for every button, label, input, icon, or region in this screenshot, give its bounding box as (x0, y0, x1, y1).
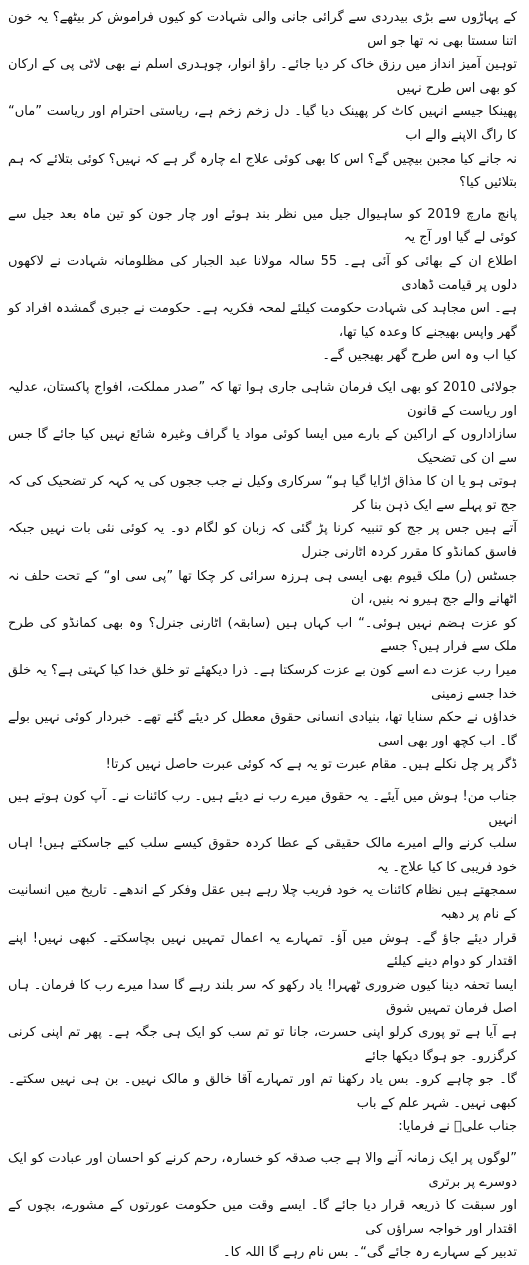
paragraph-2: پانچ مارچ 2019 کو ساہیوال جیل میں نظر بند ہوئے اور چار جون کو تین ماہ بعد جیل سے کوئی لے گیا اور آج یہ اطلاع ان کے بھائی کو آئی ہے۔ 55 سالہ مولانا عبد الجبار کی مظلومانہ شہادت نے لاکھوں دلوں پر قیامت ڈھادی ہے۔ اس مجاہد کی شہادت حکومت کیلئے لمحہ فکریہ ہے۔ حکومت نے جبری گمشدہ افراد کو گھر واپس بھیجنے کا وعدہ کیا تھا، کیا اب وہ اس طرح گھر بھیجیں گے۔ (8, 206, 517, 364)
paragraph-1: کے پہاڑوں سے بڑی بیدردی سے گرائی جانی والی شہادت کو کیوں فراموش کر بیٹھے؟ یہ خون اتنا سستا بھی نہ تھا جو اس توہین آمیز انداز میں رزق خاک کر دیا جائے۔ راؤ انوار، چوہدری اسلم نے بھی لاٹی پی کے ارکان کو بھی اس طرح نہیں پھینکا جیسے انہیں کاٹ کر پھینک دیا گیا۔ دل زخم زخم ہے، ریاستی احترام اور ریاست ”ماں“ کا راگ الاپنے والے اب نہ جانے کیا مجبن بیچیں گے؟ اس کا بھی کوئی علاج اے چارہ گر ہے کہ نہیں؟ کوئی بتلائے کہ ہم بتلائیں کیا؟ (8, 10, 517, 191)
paragraph-spacer (8, 1139, 517, 1147)
paragraph-4: جناب من! ہوش میں آیئے۔ یہ حقوق میرے رب نے دیئے ہیں۔ رب کائنات نے۔ آپ کون ہوتے ہیں انہیں سلب کرنے والے امیرے مالک حقیقی کے عطا کردہ حقوق کیسے سلب کیے جاسکتے ہیں! اہاں خود فریبی کا کیا علاج۔ یہ سمجھتے ہیں نظام کائنات یہ خود فریب چلا رہے ہیں عقل وفکر کے اندھے۔ تاریخ میں انسانیت کے نام پر دھبہ قرار دیئے جاؤ گے۔ ہوش میں آؤ۔ تمہارے یہ اعمال تمہیں نہیں بچاسکتے۔ کبھی نہیں! اپنے اقتدار کو دوام دینے کیلئے ایسا تحفہ دینا کیوں ضروری ٹھہرا! یاد رکھو کہ سر بلند رہے گا سدا میرے رب کا فرمان۔ ہاں اصل فرمان تمہیں شوق ہے آیا ہے تو پوری کرلو اپنی حسرت، جانا تو تم سب کو ایک ہی جگہ ہے۔ پھر تم اپنی کرنی کرگزرو۔ جو ہوگا دیکھا جائے گا۔ جو چاہے کرو۔ بس یاد رکھنا تم اور تمہارے آقا خالق و مالک نہیں۔ بن ہی نہیں سکتے۔ کبھی نہیں۔ شہر علم کے باب جناب علیؓ نے فرمایا: (8, 789, 517, 1135)
paragraph-3: جولائی 2010 کو بھی ایک فرمان شاہی جاری ہوا تھا کہ ”صدر مملکت، افواج پاکستان، عدلیہ اور ریاست کے قانون سازاداروں کے اراکین کے بارے میں ایسا کوئی مواد یا گراف وغیرہ شائع نہیں کیا جائے گا جس سے ان کی تضحیک ہوتی ہو یا ان کا مذاق اڑایا گیا ہو“ سرکاری وکیل نے جب ججوں کی یہ کہہ کر تضحیک کی کہ جج تو پہلے سے ایک ذہن بنا کر آتے ہیں جس پر جج کو تنبیہ کرنا پڑ گئی کہ زبان کو لگام دو۔ یہ کوئی نئی بات نہیں جبکہ فاسق کمانڈو کا مقرر کردہ اٹارنی جنرل جسٹس (ر) ملک قیوم بھی ایسی ہی ہرزہ سرائی کر چکا تھا ”پی سی او“ کے تحت حلف نہ اٹھانے والے جج ہیرو نہ بنیں، ان کو عزت ہضم نہیں ہوئی۔“ اب کہاں ہیں (سابقہ) اٹارنی جنرل؟ وہ بھی کمانڈو کی طرح ملک سے فرار ہیں؟ جسے میرا رب عزت دے اسے کون بے عزت کرسکتا ہے۔ ذرا دیکھئے تو خلق خدا کیا کہتی ہے؟ یہ خلق خدا جسے زمینی خداؤں نے حکم سنایا تھا، بنیادی انسانی حقوق معطل کر دیئے گئے تھے۔ خبردار کوئی نہیں بولے گا۔ اب کچھ اور بھی اسی ڈگر پر چل نکلے ہیں۔ مقام عبرت تو یہ ہے کہ کوئی عبرت حاصل نہیں کرتا! (8, 379, 517, 773)
paragraph-spacer (8, 195, 517, 203)
paragraph-spacer (8, 777, 517, 785)
paragraph-5-quote: ”لوگوں پر ایک زمانہ آنے والا ہے جب صدقہ کو خسارہ، رحم کرنے کو احسان اور عبادت کو ایک دوسرے پر برتری اور سبقت کا ذریعہ قرار دیا جائے گا۔ ایسے وقت میں حکومت عورتوں کے مشورے، بچوں کے اقتدار اور خواجہ سراؤں کی تدبیر کے سہارے رہ جائے گی“۔ بس نام رہے گا اللہ کا۔ (8, 1150, 517, 1261)
paragraph-spacer (8, 368, 517, 376)
